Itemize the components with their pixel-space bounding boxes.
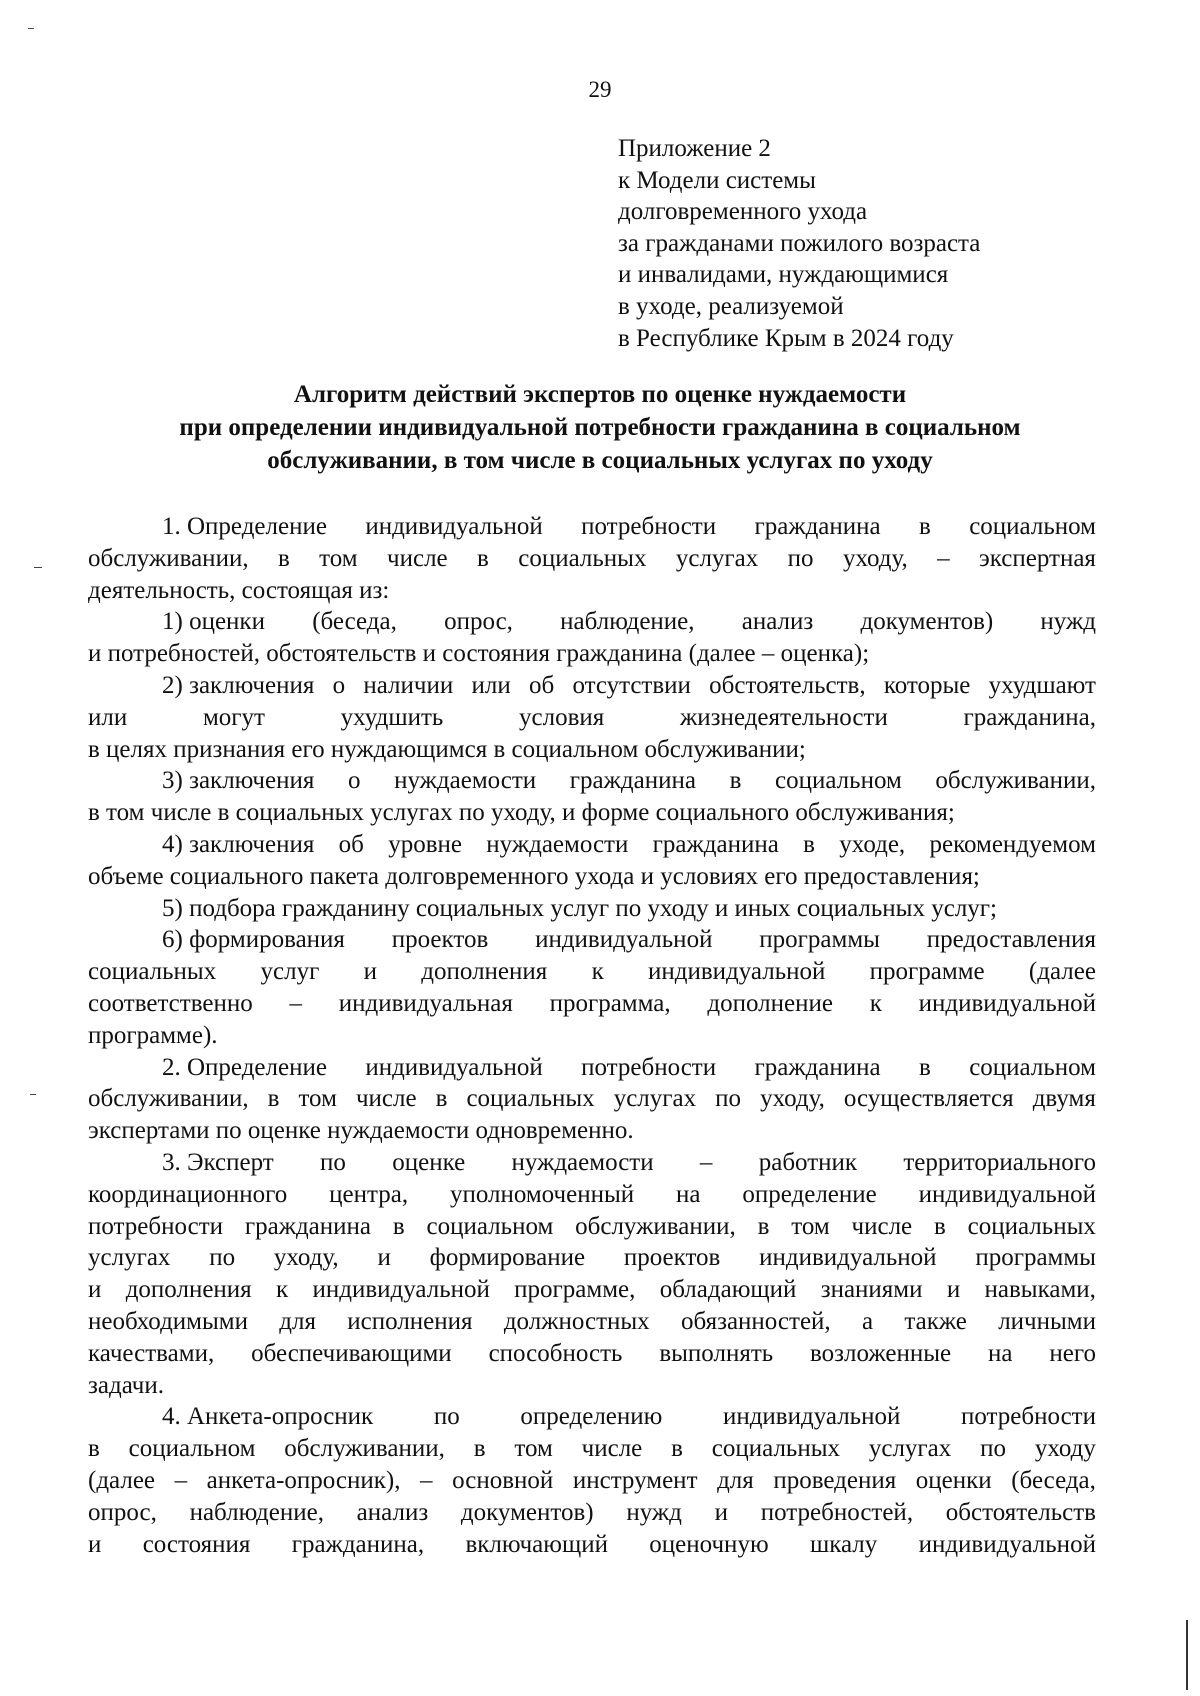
body-word: уровне <box>388 830 462 858</box>
body-word: уходу, <box>842 544 908 572</box>
body-line <box>88 988 1096 1020</box>
body-word: оценки <box>915 1466 992 1494</box>
body-word: на <box>676 1180 701 1208</box>
body-line <box>88 893 1096 925</box>
body-word: инструмент <box>572 1466 698 1494</box>
body-word: 1. Определение <box>162 513 327 540</box>
body-word: нужд <box>626 1498 682 1526</box>
body-line <box>88 1338 1096 1370</box>
body-word: потребности <box>88 1212 223 1240</box>
body-word: том <box>514 1435 553 1463</box>
body-word: социальном <box>969 513 1096 540</box>
body-word: документов) <box>860 608 994 636</box>
body-word: (беседа, <box>312 608 397 636</box>
document-body <box>88 511 1096 1560</box>
body-word: уходу, <box>760 1085 825 1113</box>
body-word: индивидуальной <box>722 1403 901 1431</box>
body-word: а <box>861 1307 874 1335</box>
body-line <box>88 734 1096 766</box>
body-word: том <box>791 1212 830 1240</box>
body-word: гражданина <box>754 513 881 540</box>
body-line-text: задачи. <box>88 1371 164 1399</box>
body-word: наличии <box>363 671 454 699</box>
body-word: по <box>320 1148 346 1176</box>
body-word: анализ <box>356 1498 429 1526</box>
body-word: и <box>377 1244 391 1272</box>
body-word: услугах <box>613 1085 697 1113</box>
body-line-text: деятельность, состоящая из: <box>88 576 390 604</box>
body-word: него <box>1049 1339 1096 1367</box>
body-word: навыками, <box>984 1276 1096 1304</box>
body-word: наблюдение, <box>560 608 695 636</box>
body-word: индивидуальной <box>759 1244 937 1272</box>
body-word: в <box>267 1085 280 1113</box>
body-word: или <box>471 671 511 699</box>
body-word: числе <box>387 544 448 572</box>
body-word: в <box>88 1435 100 1463</box>
body-word: индивидуальной <box>365 1053 543 1081</box>
body-word: жизнедеятельности <box>680 703 888 731</box>
scan-mark <box>28 28 34 29</box>
document-title <box>0 378 1200 477</box>
body-word: по <box>787 544 814 572</box>
body-line <box>88 1529 1096 1561</box>
body-word: к <box>276 1276 289 1304</box>
body-word: экспертная <box>979 544 1096 572</box>
body-word: и <box>363 958 378 986</box>
body-word: дополнение <box>707 989 833 1017</box>
body-word: документов) <box>460 1498 594 1526</box>
body-line-text: объеме социального пакета долговременного ухода и условиях его предоставления; <box>88 862 980 890</box>
body-word: координационного <box>88 1180 288 1208</box>
body-word: дополнения <box>421 958 548 986</box>
body-word: должностных <box>503 1307 650 1335</box>
body-word: которые <box>883 671 971 699</box>
body-word: территориального <box>903 1148 1096 1176</box>
body-word: услугах <box>675 544 759 572</box>
body-word: обеспечивающими <box>251 1339 452 1367</box>
body-word: двумя <box>1032 1085 1096 1113</box>
body-word: гражданина <box>244 1212 372 1240</box>
body-word: соответственно <box>88 989 253 1017</box>
body-word: осуществляется <box>843 1085 1014 1113</box>
body-word: могут <box>202 703 265 731</box>
body-word: в <box>919 1053 931 1081</box>
body-word: числе <box>355 1085 417 1113</box>
body-line <box>88 1465 1096 1497</box>
body-word: по <box>980 1435 1007 1463</box>
body-word: услуг <box>260 958 320 986</box>
body-word: гражданина <box>754 1053 881 1081</box>
body-word: уходе, <box>839 830 906 858</box>
body-word: определению <box>520 1403 663 1431</box>
appendix-line: за гражданами пожилого возраста <box>618 229 981 257</box>
body-word: об <box>528 671 555 699</box>
scan-mark <box>34 567 42 568</box>
body-word: гражданина, <box>291 1530 425 1558</box>
body-word: для <box>717 1466 754 1494</box>
body-word: числе <box>581 1435 643 1463</box>
body-word: индивидуальной <box>648 958 826 986</box>
body-word: проведения <box>773 1466 897 1494</box>
body-word: рекомендуемом <box>929 830 1096 858</box>
body-word: индивидуальной <box>535 926 713 954</box>
body-word: и <box>88 1276 102 1304</box>
body-line <box>88 765 1096 797</box>
body-word: – <box>289 989 302 1017</box>
body-word: в <box>933 1212 946 1240</box>
appendix-line: Приложение 2 <box>618 135 771 162</box>
body-word: (беседа, <box>1011 1466 1096 1494</box>
body-word: социальных <box>466 1085 595 1113</box>
body-word: по <box>715 1085 742 1113</box>
body-line <box>88 1179 1096 1211</box>
body-word: в <box>803 830 815 858</box>
body-word: исполнения <box>347 1307 473 1335</box>
body-line <box>88 1306 1096 1338</box>
body-line <box>88 1020 1096 1052</box>
body-word: нуждаемости <box>394 767 537 795</box>
body-line <box>88 1211 1096 1243</box>
body-line <box>88 1083 1096 1115</box>
body-word: обладающий <box>659 1276 797 1304</box>
body-word: по <box>433 1403 460 1431</box>
body-word: том <box>298 1085 337 1113</box>
body-word: уходу <box>1034 1435 1096 1463</box>
body-word: к <box>591 958 604 986</box>
body-line <box>88 924 1096 956</box>
body-word: индивидуальной <box>365 513 543 540</box>
appendix-line: долговременного ухода <box>618 198 868 226</box>
body-word: – <box>174 1466 188 1494</box>
body-word: обслуживании, <box>575 1212 736 1240</box>
body-word: потребности <box>960 1403 1096 1431</box>
body-word: том <box>319 544 358 572</box>
body-word: оценочную <box>649 1530 769 1558</box>
body-word: качествами, <box>88 1339 215 1367</box>
body-word: (далее <box>1028 958 1096 986</box>
body-word: обстоятельств <box>945 1498 1096 1526</box>
body-word: определение <box>742 1180 877 1208</box>
body-word: гражданина <box>652 830 779 858</box>
body-word: 2. Определение <box>162 1053 327 1081</box>
appendix-line: к Модели системы <box>618 166 816 194</box>
body-line <box>88 1370 1096 1402</box>
body-word: знаниями <box>820 1276 923 1304</box>
body-word: личными <box>998 1307 1096 1335</box>
body-word: уходу, <box>273 1244 339 1272</box>
appendix-header <box>618 133 1138 354</box>
appendix-line: в Республике Крым в 2024 году <box>618 324 954 352</box>
body-word: формирование <box>429 1244 586 1272</box>
body-line <box>88 670 1096 702</box>
body-word: индивидуальной <box>918 1180 1096 1208</box>
body-line <box>88 861 1096 893</box>
body-word: обслуживании, <box>88 1085 249 1113</box>
body-word: – <box>699 1148 713 1176</box>
body-line <box>88 1242 1096 1274</box>
title-line: Алгоритм действий экспертов по оценке нуждаемости <box>293 381 907 408</box>
body-word: обслуживании, <box>935 767 1096 795</box>
body-line <box>88 702 1096 734</box>
body-line <box>88 638 1096 670</box>
body-word: необходимыми <box>88 1307 248 1335</box>
body-word: в <box>277 544 290 572</box>
body-word: индивидуальной <box>918 989 1096 1017</box>
body-word: по <box>209 1244 236 1272</box>
body-word: нужд <box>1040 608 1096 636</box>
body-word: 1) оценки <box>162 608 265 636</box>
body-word: обслуживании, <box>88 544 249 572</box>
body-word: или <box>88 703 128 731</box>
body-word: в <box>392 1212 405 1240</box>
body-line-text: в том числе в социальных услугах по уходу, и форме социального обслуживания; <box>88 799 955 827</box>
body-word: – <box>420 1466 433 1494</box>
body-word: включающий <box>465 1530 608 1558</box>
body-line-text: 5) подбора гражданину социальных услуг по уходу и иных социальных услуг; <box>162 894 997 922</box>
body-word: 3) заключения <box>162 767 315 795</box>
body-word: индивидуальной <box>312 1276 490 1304</box>
title-line: обслуживании, в том числе в социальных услугах по уходу <box>267 447 933 474</box>
body-word: условия <box>519 703 605 731</box>
body-word: опрос, <box>444 608 513 636</box>
body-word: также <box>904 1307 967 1335</box>
body-word: программы <box>975 1244 1096 1272</box>
body-word: в <box>757 1212 770 1240</box>
body-word: и <box>88 1530 102 1558</box>
body-line <box>88 543 1096 575</box>
body-word: социальном <box>128 1435 256 1463</box>
body-word: 4. Анкета-опросник <box>162 1403 374 1431</box>
scan-edge-line <box>1186 1620 1188 1690</box>
body-word: дополнения <box>125 1276 252 1304</box>
body-word: программа, <box>549 989 671 1017</box>
body-line <box>88 511 1096 543</box>
body-word: программе <box>869 958 985 986</box>
body-line-text: программе). <box>88 1021 218 1049</box>
body-word: проектов <box>623 1244 721 1272</box>
body-line-text: экспертами по оценке нуждаемости одновременно. <box>88 1117 634 1145</box>
body-line-text: в целях признания его нуждающимся в социальном обслуживании; <box>88 735 806 763</box>
body-word: услугах <box>88 1244 171 1272</box>
body-word: работник <box>758 1148 858 1176</box>
body-line <box>88 1401 1096 1433</box>
body-word: нуждаемости <box>486 830 629 858</box>
body-word: опрос, <box>88 1498 157 1526</box>
body-word: числе <box>851 1212 913 1240</box>
body-word: основной <box>452 1466 554 1494</box>
body-word: программы <box>759 926 880 954</box>
body-word: проектов <box>391 926 489 954</box>
body-word: ухудшают <box>988 671 1096 699</box>
body-word: 4) заключения <box>162 830 315 858</box>
body-line <box>88 829 1096 861</box>
body-word: шкалу <box>809 1530 878 1558</box>
body-line <box>88 1052 1096 1084</box>
body-word: социальном <box>969 1053 1096 1081</box>
body-word: анализ <box>741 608 814 636</box>
body-word: – <box>937 544 950 572</box>
body-line <box>88 1433 1096 1465</box>
body-word: в <box>473 1435 486 1463</box>
body-word: (далее <box>88 1466 156 1494</box>
body-word: потребности <box>581 1053 717 1081</box>
body-word: социальных <box>711 1435 841 1463</box>
body-line <box>88 1147 1096 1179</box>
body-word: нуждаемости <box>511 1148 654 1176</box>
body-line <box>88 1115 1096 1147</box>
body-word: о <box>332 671 346 699</box>
page-number: 29 <box>588 77 612 102</box>
body-word: социальных <box>967 1212 1096 1240</box>
body-word: обслуживании, <box>284 1435 445 1463</box>
body-word: в <box>729 767 742 795</box>
body-word: для <box>279 1307 316 1335</box>
body-word: в <box>919 513 931 540</box>
appendix-line: в уходе, реализуемой <box>618 292 844 320</box>
body-word: социальных <box>518 544 647 572</box>
body-word: 3. Эксперт <box>162 1148 274 1176</box>
body-word: услугах <box>868 1435 952 1463</box>
body-word: социальном <box>426 1212 554 1240</box>
body-word: выполнять <box>659 1339 774 1367</box>
body-word: анкета-опросник), <box>206 1466 401 1494</box>
body-line <box>88 797 1096 829</box>
body-word: оценке <box>392 1148 466 1176</box>
body-line <box>88 606 1096 638</box>
body-word: наблюдение, <box>189 1498 324 1526</box>
body-line-text: и потребностей, обстоятельств и состояния гражданина (далее – оценка); <box>88 640 870 668</box>
body-word: обстоятельств, <box>709 671 866 699</box>
body-word: потребности <box>581 513 717 540</box>
body-word: в <box>671 1435 683 1463</box>
body-word: об <box>338 830 364 858</box>
title-line: при определении индивидуальной потребности гражданина в социальном <box>179 414 1021 441</box>
body-word: гражданина <box>569 767 696 795</box>
body-word: ухудшить <box>340 703 444 731</box>
body-word: потребностей, <box>760 1498 914 1526</box>
body-word: индивидуальной <box>918 1530 1096 1558</box>
body-word: в <box>477 544 489 572</box>
body-word: индивидуальная <box>338 989 513 1017</box>
body-word: социальных <box>88 958 217 986</box>
body-word: обязанностей, <box>680 1307 831 1335</box>
body-line <box>88 1497 1096 1529</box>
body-word: социальном <box>775 767 902 795</box>
body-word: в <box>435 1085 448 1113</box>
body-line <box>88 575 1096 607</box>
body-word: программе, <box>514 1276 636 1304</box>
body-word: и <box>946 1276 961 1304</box>
body-word: и <box>714 1498 728 1526</box>
body-word: состояния <box>142 1530 251 1558</box>
appendix-line: и инвалидами, нуждающимися <box>618 261 949 289</box>
body-word: на <box>988 1339 1013 1367</box>
scan-mark <box>30 1094 36 1095</box>
body-line <box>88 1274 1096 1306</box>
body-word: отсутствии <box>572 671 691 699</box>
body-word: о <box>347 767 361 795</box>
body-line <box>88 956 1096 988</box>
body-word: 6) формирования <box>162 926 345 954</box>
body-word: способность <box>488 1339 623 1367</box>
body-word: 2) заключения <box>162 671 315 699</box>
body-word: гражданина, <box>963 703 1096 731</box>
body-word: к <box>869 989 882 1017</box>
body-word: центра, <box>329 1180 409 1208</box>
body-word: возложенные <box>810 1339 952 1367</box>
body-word: предоставления <box>926 926 1096 954</box>
body-word: уполномоченный <box>449 1180 635 1208</box>
